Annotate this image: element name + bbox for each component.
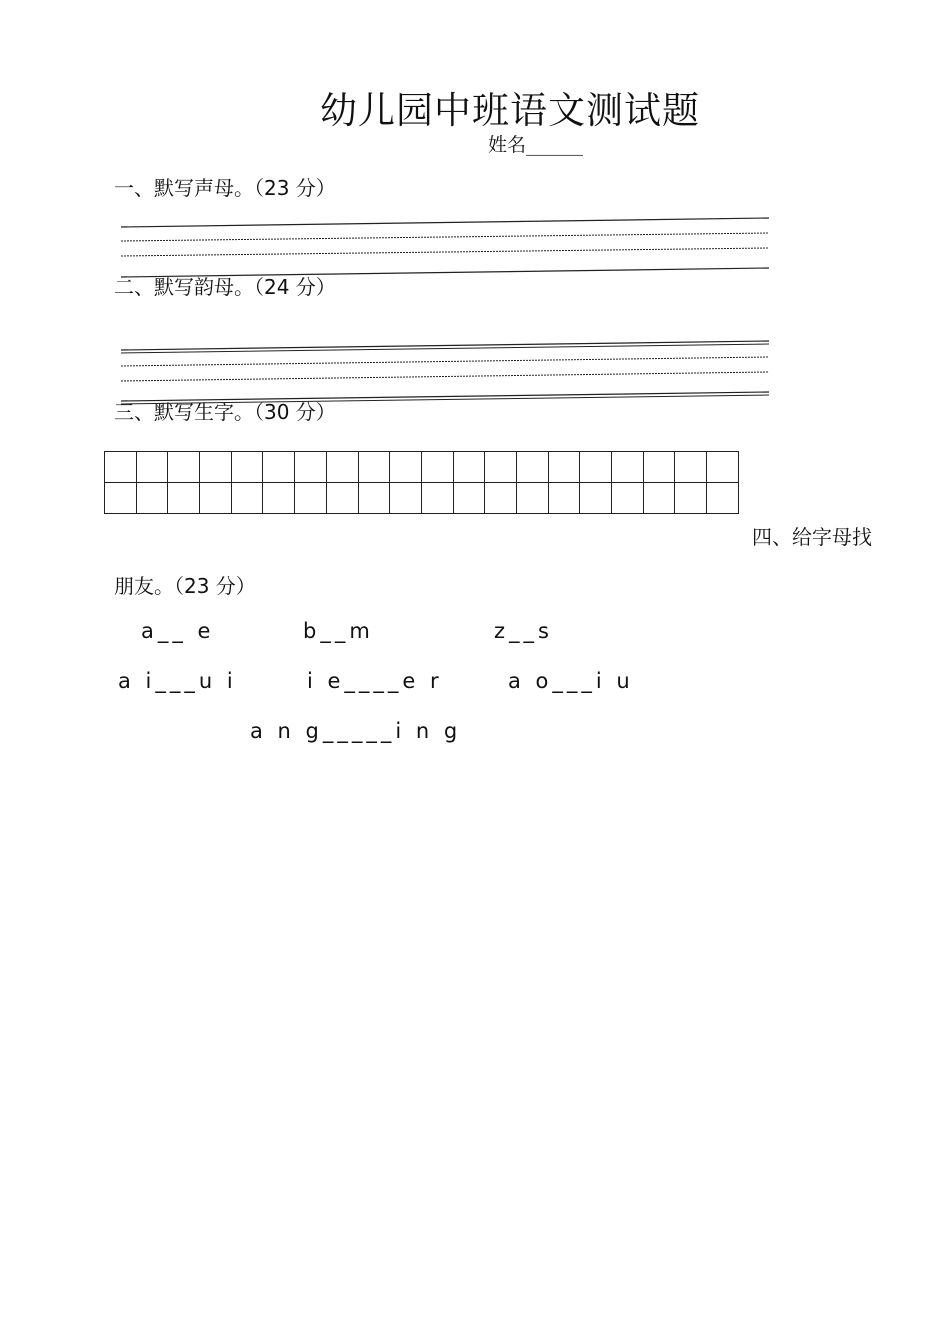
grid-cell[interactable]: [485, 483, 517, 514]
grid-cell[interactable]: [516, 452, 548, 483]
grid-cell[interactable]: [421, 452, 453, 483]
grid-row: [105, 483, 739, 514]
pinyin-item[interactable]: a i___u i: [118, 669, 237, 693]
grid-cell[interactable]: [168, 452, 200, 483]
grid-cell[interactable]: [200, 452, 232, 483]
grid-cell[interactable]: [231, 483, 263, 514]
page-title: 幼儿园中班语文测试题: [320, 89, 700, 132]
grid-cell[interactable]: [200, 483, 232, 514]
writing-grid[interactable]: [104, 451, 739, 514]
pinyin-item[interactable]: a o___i u: [508, 669, 634, 693]
grid-cell[interactable]: [105, 483, 137, 514]
grid-row: [105, 452, 739, 483]
writing-lines: [0, 0, 950, 420]
section-2-heading: 二、默写韵母。（24 分）: [114, 275, 336, 299]
grid-cell[interactable]: [390, 452, 422, 483]
grid-cell[interactable]: [263, 483, 295, 514]
grid-cell[interactable]: [326, 452, 358, 483]
grid-cell[interactable]: [295, 452, 327, 483]
grid-cell[interactable]: [707, 483, 739, 514]
grid-cell[interactable]: [453, 483, 485, 514]
grid-cell[interactable]: [612, 483, 644, 514]
grid-cell[interactable]: [358, 452, 390, 483]
grid-cell[interactable]: [136, 452, 168, 483]
grid-cell[interactable]: [643, 483, 675, 514]
grid-cell[interactable]: [612, 452, 644, 483]
writing-lines-section-1[interactable]: [121, 218, 769, 277]
grid-cell[interactable]: [675, 483, 707, 514]
grid-cell[interactable]: [707, 452, 739, 483]
grid-cell[interactable]: [580, 483, 612, 514]
grid-cell[interactable]: [168, 483, 200, 514]
pinyin-item[interactable]: i e____e r: [307, 669, 443, 693]
grid-cell[interactable]: [548, 452, 580, 483]
grid-cell[interactable]: [136, 483, 168, 514]
grid-cell[interactable]: [516, 483, 548, 514]
grid-cell[interactable]: [643, 452, 675, 483]
grid-cell[interactable]: [231, 452, 263, 483]
grid-cell[interactable]: [263, 452, 295, 483]
grid-cell[interactable]: [485, 452, 517, 483]
grid-cell[interactable]: [421, 483, 453, 514]
grid-cell[interactable]: [453, 452, 485, 483]
grid-cell[interactable]: [105, 452, 137, 483]
pinyin-item[interactable]: z__s: [494, 619, 553, 643]
grid-cell[interactable]: [326, 483, 358, 514]
grid-cell[interactable]: [295, 483, 327, 514]
grid-cell[interactable]: [358, 483, 390, 514]
section-1-heading: 一、默写声母。（23 分）: [114, 176, 336, 200]
grid-cell[interactable]: [580, 452, 612, 483]
grid-cell[interactable]: [548, 483, 580, 514]
section-4-heading-continued: 朋友。（23 分）: [114, 574, 256, 598]
writing-lines-section-2[interactable]: [121, 341, 769, 404]
pinyin-item[interactable]: a n g_____i n g: [250, 719, 462, 743]
name-field[interactable]: 姓名______: [488, 134, 584, 156]
section-4-heading: 四、给字母找: [752, 525, 872, 549]
grid-cell[interactable]: [675, 452, 707, 483]
grid-cell[interactable]: [390, 483, 422, 514]
section-3-heading: 三、默写生字。（30 分）: [114, 400, 336, 424]
pinyin-item[interactable]: a__ e: [141, 619, 215, 643]
pinyin-item[interactable]: b__m: [303, 619, 374, 643]
